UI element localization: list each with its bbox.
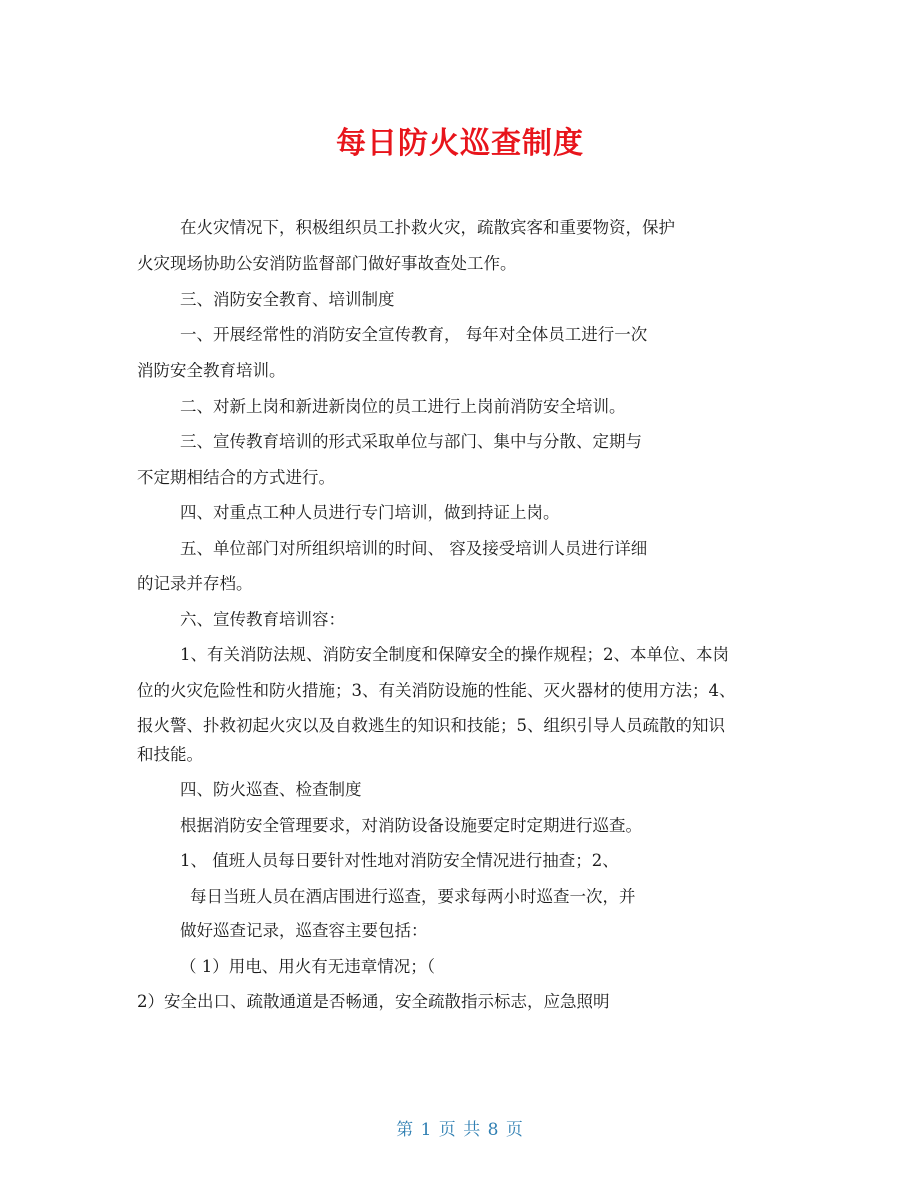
paragraph-line: 报火警、扑救初起火灾以及自救逃生的知识和技能；5、组织引导人员疏散的知识 (137, 716, 725, 735)
paragraph-line: 一、开展经常性的消防安全宣传教育， 每年对全体员工进行一次 (180, 325, 648, 344)
paragraph-line: 火灾现场协助公安消防监督部门做好事故查处工作。 (137, 254, 517, 273)
paragraph-line: 三、宣传教育培训的形式采取单位与部门、集中与分散、定期与 (180, 432, 642, 451)
paragraph-line: 1、 值班人员每日要针对性地对消防安全情况进行抽查；2、 (180, 851, 619, 870)
paragraph-line: 做好巡查记录，巡查容主要包括： (180, 921, 428, 940)
paragraph-line: 消防安全教育培训。 (137, 361, 286, 380)
document-title: 每日防火巡查制度 (336, 126, 584, 161)
paragraph-line: 五、单位部门对所组织培训的时间、 容及接受培训人员进行详细 (180, 539, 648, 558)
paragraph-line: 和技能。 (137, 745, 203, 764)
paragraph-line: 不定期相结合的方式进行。 (137, 468, 335, 487)
paragraph-line: 根据消防安全管理要求，对消防设备设施要定时定期进行巡查。 (180, 816, 642, 835)
section-heading: 四、防火巡查、检查制度 (180, 780, 362, 799)
paragraph-line: 的记录并存档。 (137, 574, 253, 593)
paragraph-line: 在火灾情况下，积极组织员工扑救火灾，疏散宾客和重要物资，保护 (180, 218, 675, 237)
section-heading: 六、宣传教育培训容： (180, 610, 345, 629)
paragraph-line: 每日当班人员在酒店围进行巡查，要求每两小时巡查一次，并 (190, 887, 636, 906)
paragraph-line: 1、有关消防法规、消防安全制度和保障安全的操作规程；2、本单位、本岗 (180, 645, 729, 664)
paragraph-line: 四、对重点工种人员进行专门培训，做到持证上岗。 (180, 503, 560, 522)
section-heading: 三、消防安全教育、培训制度 (180, 290, 395, 309)
paragraph-line: 二、对新上岗和新进新岗位的员工进行上岗前消防安全培训。 (180, 397, 626, 416)
page-number-footer: 第 1 页 共 8 页 (396, 1120, 524, 1140)
paragraph-line: （ 1）用电、用火有无违章情况；（ (180, 957, 435, 976)
paragraph-line: 2）安全出口、疏散通道是否畅通，安全疏散指示标志，应急照明 (137, 992, 610, 1011)
paragraph-line: 位的火灾危险性和防火措施；3、有关消防设施的性能、灭火器材的使用方法；4、 (137, 681, 736, 700)
